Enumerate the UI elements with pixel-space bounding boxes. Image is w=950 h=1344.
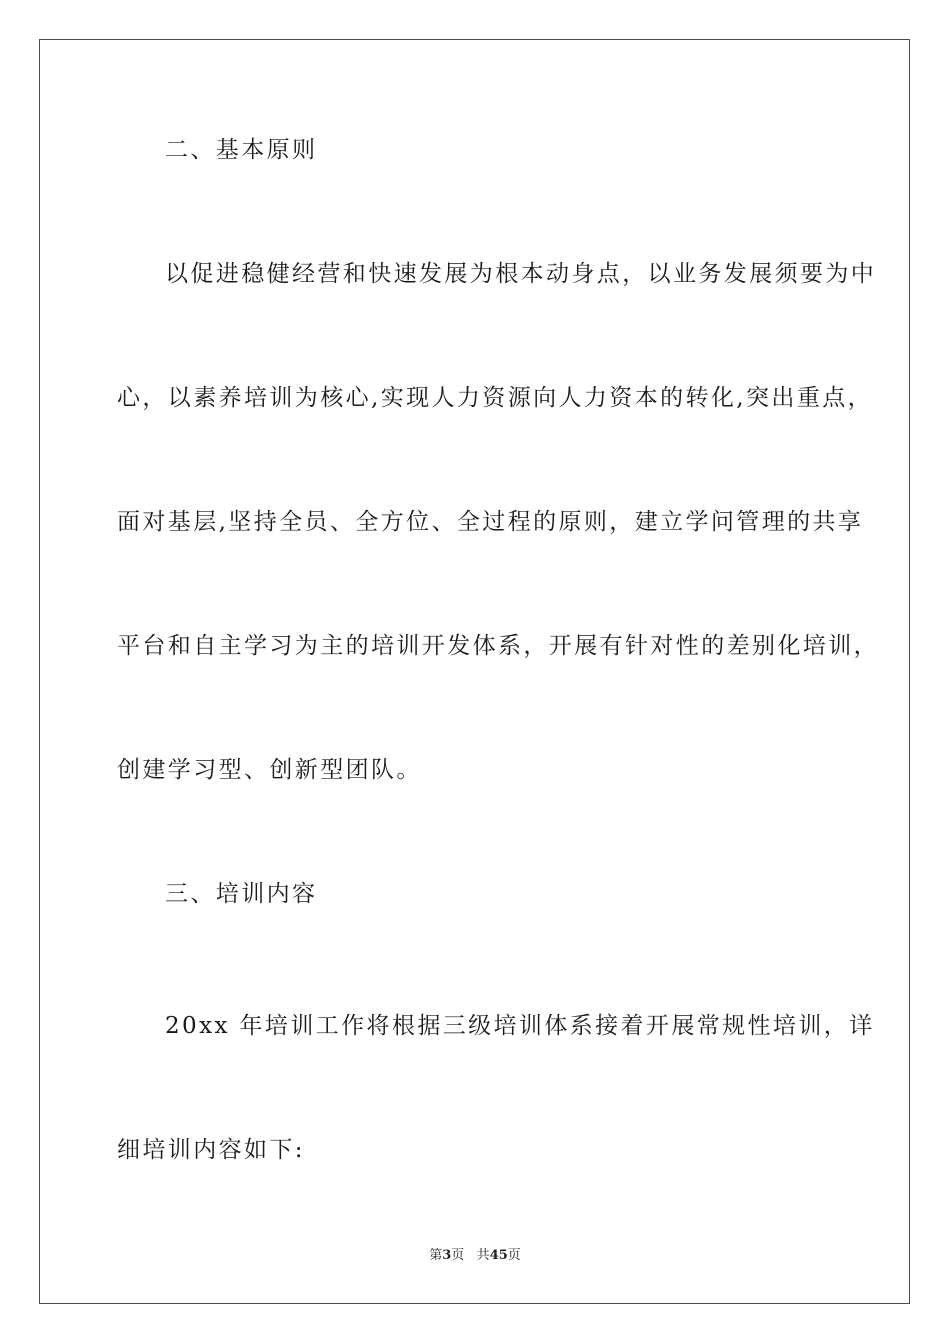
paragraph-line: 细培训内容如下: xyxy=(117,1137,305,1163)
page-suffix: 页 xyxy=(451,1248,465,1263)
total-pages: 45 xyxy=(489,1248,508,1263)
paragraph-line: 面对基层,坚持全员、全方位、全过程的原则，建立学问管理的共享 xyxy=(117,509,864,535)
paragraph-line: 平台和自主学习为主的培训开发体系，开展有针对性的差别化培训， xyxy=(117,633,879,659)
total-suffix: 页 xyxy=(507,1248,521,1263)
page-prefix: 第 xyxy=(429,1248,443,1263)
paragraph-line: 以促进稳健经营和快速发展为根本动身点，以业务发展须要为中 xyxy=(165,261,877,287)
page-border xyxy=(39,39,910,1304)
page-footer xyxy=(0,1247,950,1265)
total-prefix: 共 xyxy=(476,1248,490,1263)
paragraph-line: 创建学习型、创新型团队。 xyxy=(117,757,422,783)
section-heading-training-content: 三、培训内容 xyxy=(165,881,318,907)
section-heading-principles: 二、基本原则 xyxy=(165,137,318,163)
page-number: 3 xyxy=(442,1248,452,1263)
paragraph-line: 20xx 年培训工作将根据三级培训体系接着开展常规性培训，详 xyxy=(165,1013,875,1039)
paragraph-line: 心，以素养培训为核心,实现人力资源向人力资本的转化,突出重点， xyxy=(117,385,874,411)
